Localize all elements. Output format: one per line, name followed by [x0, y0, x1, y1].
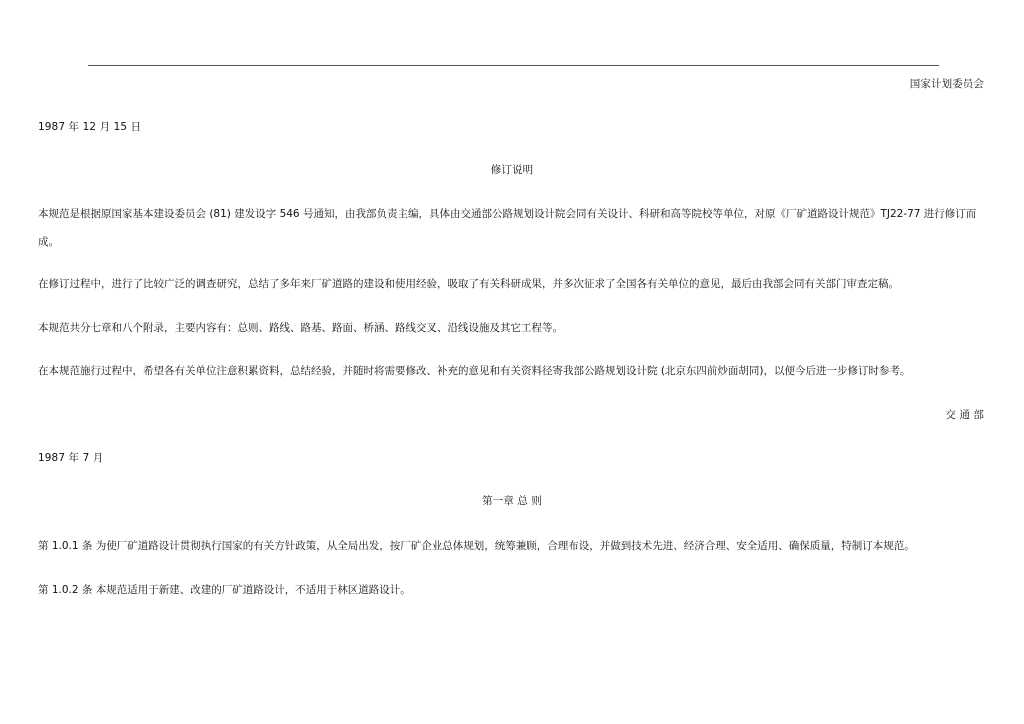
- article-1-0-1: 第 1.0.1 条 为使厂矿道路设计贯彻执行国家的有关方针政策，从全局出发，按厂矿企业总体规划，统筹兼顾，合理布设，并做到技术先进、经济合理、安全适用、确保质量，特制订本规范。: [38, 540, 915, 552]
- top-divider: [88, 65, 939, 66]
- revision-paragraph-3: 本规范共分七章和八个附录，主要内容有：总则、路线、路基、路面、桥涵、路线交叉、沿线设施及其它工程等。: [38, 322, 563, 334]
- signatory: 交 通 部: [945, 409, 984, 421]
- revision-paragraph-2: 在修订过程中，进行了比较广泛的调查研究，总结了多年来厂矿道路的建设和使用经验，吸取了有关科研成果，并多次征求了全国各有关单位的意见，最后由我部会同有关部门审查定稿。: [38, 278, 899, 290]
- revision-note-title: 修订说明: [490, 164, 534, 176]
- revision-paragraph-1: 本规范是根据原国家基本建设委员会 (81) 建发设字 546 号通知，由我部负责主编，具体由交通部公路规划设计院会同有关设计、科研和高等院校等单位，对原《厂矿道路设计规范》TJ22-77 进行修订而成。: [38, 208, 977, 248]
- issuer-name: 国家计划委员会: [909, 78, 984, 90]
- article-1-0-2: 第 1.0.2 条 本规范适用于新建、改建的厂矿道路设计，不适用于林区道路设计。: [38, 584, 411, 596]
- issue-date: 1987 年 12 月 15 日: [38, 121, 142, 133]
- revision-date: 1987 年 7 月: [38, 452, 104, 464]
- chapter-title: 第一章 总 则: [482, 495, 542, 507]
- revision-paragraph-4: 在本规范施行过程中，希望各有关单位注意积累资料，总结经验，并随时将需要修改、补充的意见和有关资料径寄我部公路规划设计院 (北京东四前炒面胡同)，以便今后进一步修订时参考。: [38, 365, 911, 377]
